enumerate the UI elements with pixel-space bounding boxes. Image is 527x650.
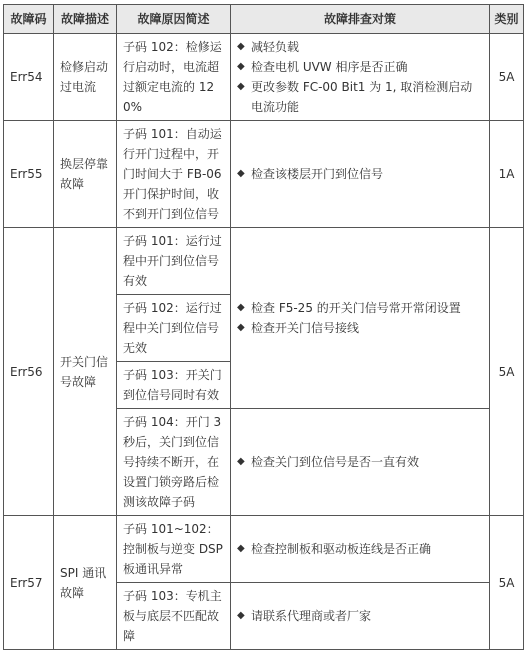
fault-actions xyxy=(231,34,490,121)
header-fault-action: 故障排查对策 xyxy=(231,5,490,34)
fault-reason: 子码 101~102：控制板与逆变 DSP 板通讯异常 xyxy=(117,516,231,583)
header-fault-code: 故障码 xyxy=(4,5,54,34)
action-item: ◆ 检查开关门信号接线 xyxy=(237,318,483,338)
fault-desc: 开关门信号故障 xyxy=(54,228,117,516)
fault-desc: 换层停靠故障 xyxy=(54,121,117,228)
fault-actions xyxy=(231,228,490,409)
action-item: ◆ 检查电机 UVW 相序是否正确 xyxy=(237,57,483,77)
fault-category: 5A xyxy=(490,228,524,516)
table-row-err55 xyxy=(4,121,524,228)
action-item: ◆ 检查该楼层开门到位信号 xyxy=(237,164,483,184)
action-item: ◆ 检查 F5-25 的开关门信号常开常闭设置 xyxy=(237,298,483,318)
fault-desc: SPI 通讯故障 xyxy=(54,516,117,650)
action-item: ◆ 减轻负载 xyxy=(237,37,483,57)
fault-table xyxy=(3,4,524,650)
action-item: ◆ 检查关门到位信号是否一直有效 xyxy=(237,452,483,472)
fault-actions xyxy=(231,409,490,516)
fault-reason: 子码 103：专机主板与底层不匹配故障 xyxy=(117,583,231,650)
fault-actions xyxy=(231,121,490,228)
action-item: ◆ 更改参数 FC-00 Bit1 为 1, 取消检测启动电流功能 xyxy=(237,77,483,117)
fault-code: Err56 xyxy=(4,228,54,516)
action-item: ◆ 检查控制板和驱动板连线是否正确 xyxy=(237,539,483,559)
fault-code: Err54 xyxy=(4,34,54,121)
action-item: ◆ 请联系代理商或者厂家 xyxy=(237,606,483,626)
fault-desc: 检修启动过电流 xyxy=(54,34,117,121)
fault-actions xyxy=(231,583,490,650)
fault-category: 5A xyxy=(490,516,524,650)
table-row-err56 xyxy=(4,228,524,295)
fault-code: Err55 xyxy=(4,121,54,228)
table-row-err57 xyxy=(4,516,524,583)
header-fault-desc: 故障描述 xyxy=(54,5,117,34)
fault-actions xyxy=(231,516,490,583)
header-category: 类别 xyxy=(490,5,524,34)
header-fault-reason: 故障原因简述 xyxy=(117,5,231,34)
table-row-err54 xyxy=(4,34,524,121)
fault-reason: 子码 101：运行过程中开门到位信号有效 xyxy=(117,228,231,295)
fault-reason: 子码 103：开关门到位信号同时有效 xyxy=(117,362,231,409)
fault-reason: 子码 101：自动运行开门过程中，开门时间大于 FB-06 开门保护时间，收不到开门到位信号 xyxy=(117,121,231,228)
fault-reason: 子码 102：运行过程中关门到位信号无效 xyxy=(117,295,231,362)
fault-code: Err57 xyxy=(4,516,54,650)
fault-reason: 子码 104：开门 3 秒后，关门到位信号持续不断开，在设置门锁旁路后检测该故障子码 xyxy=(117,409,231,516)
fault-category: 1A xyxy=(490,121,524,228)
fault-category: 5A xyxy=(490,34,524,121)
fault-reason: 子码 102：检修运行启动时，电流超过额定电流的 120% xyxy=(117,34,231,121)
header-row xyxy=(4,5,524,34)
